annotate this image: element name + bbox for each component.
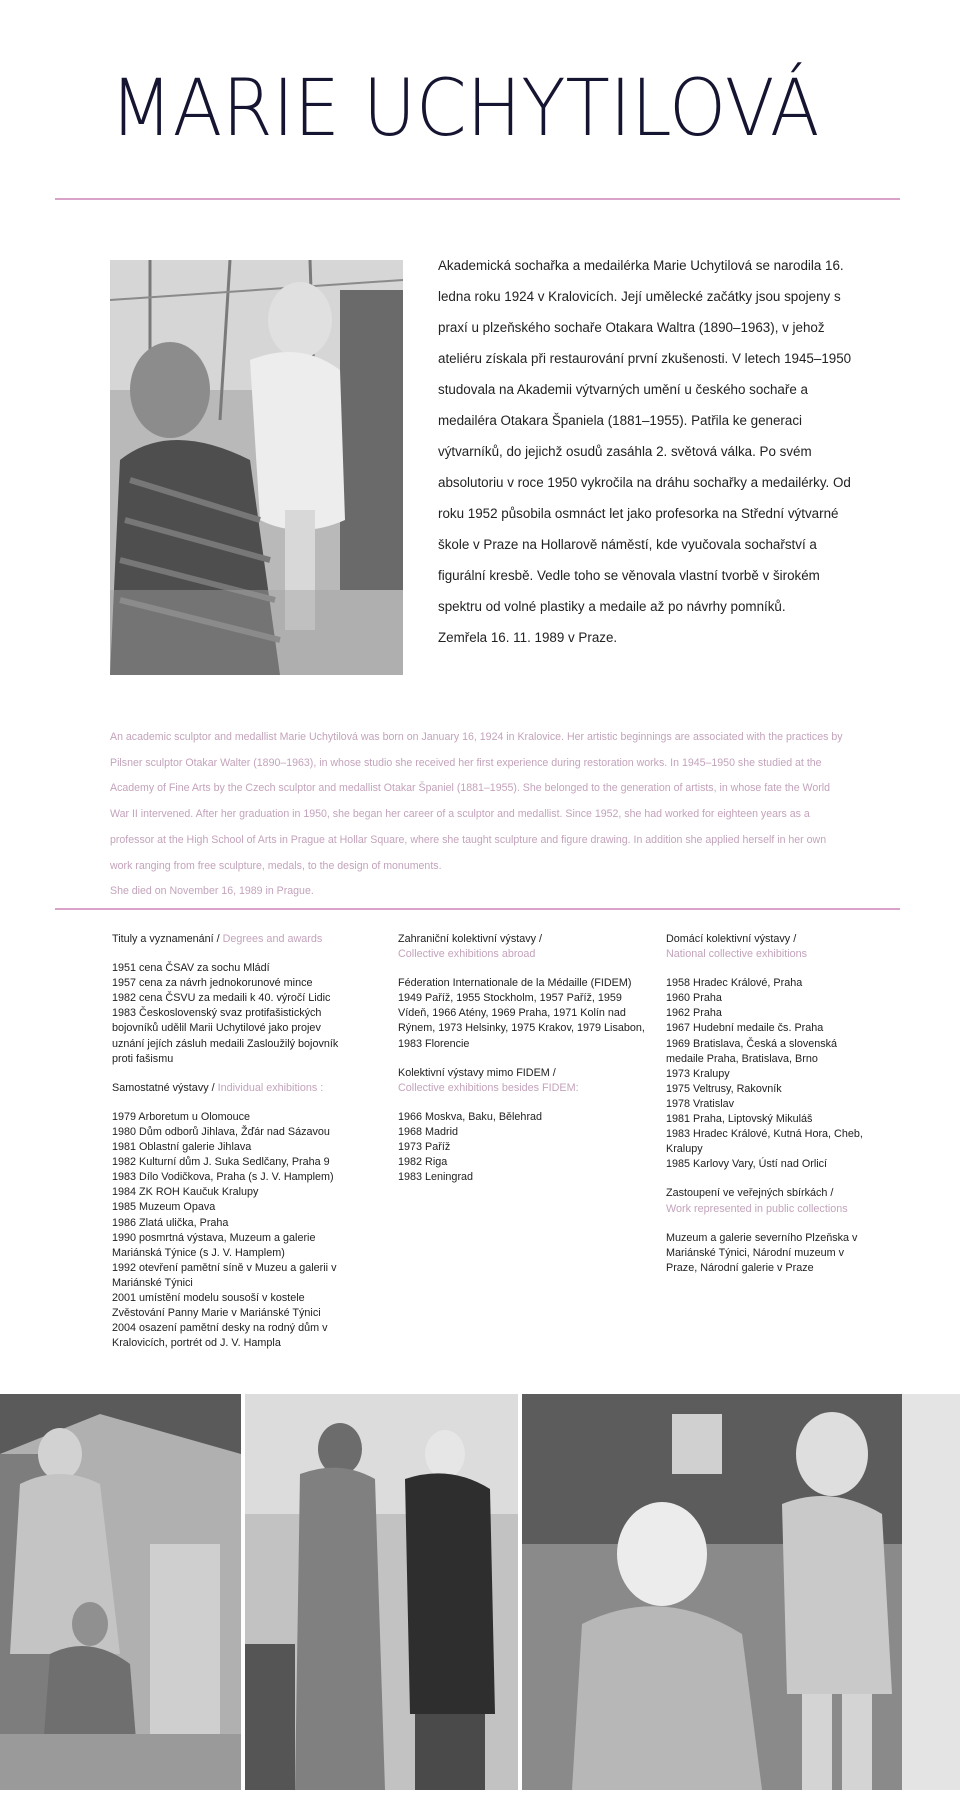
column-national-collections [666, 932, 866, 1290]
list-item: 1975 Veltrusy, Rakovník [666, 1082, 782, 1095]
middle-divider [55, 908, 900, 910]
list-item: 1966 Moskva, Baku, Bělehrad [398, 1110, 543, 1123]
collective-abroad-list [398, 976, 648, 1051]
list-item: 1968 Madrid [398, 1125, 459, 1138]
biography-czech-paragraph: Akademická sochařka a medailérka Marie Uchytilová se narodila 16. ledna roku 1924 v Kralovicích. Její umělecké začátky jsou spojeny s praxí u plzeňského sochaře Otakara Waltra (1890–1963), v jehož ateliéru získala při restaurování první zkušenosti. V letech 1945–1950 studovala na Akademii výtvarných umění u českého sochaře a medailéra Otakara Španiela (1881–1955). Patřila ke generaci výtvarníků, do jejichž osudů zasáhla 2. světová válka. Po svém absolutoriu v roce 1950 vykročila na dráhu sochařky a medailérky. Od roku 1952 působila osmnáct let jako profesorka na Střední výtvarné škole v Praze na Hollarově náměstí, kde vyučovala sochařství a figurální kresbě. Vedle toho se věnovala vlastní tvorbě v širokém spektru od volné plastiky a medaile až po návrhy pomníků. [438, 258, 852, 614]
list-item: 1983 Dílo Vodičkova, Praha (s J. V. Hamplem) [112, 1171, 334, 1184]
biography-english-death: She died on November 16, 1989 in Prague. [110, 885, 314, 898]
photo-strip [0, 1394, 960, 1790]
column-collective-abroad [398, 932, 648, 1199]
list-item: 1981 Oblastní galerie Jihlava [112, 1141, 252, 1154]
list-item: 1969 Bratislava, Česká a slovenská medaile Praha, Bratislava, Brno [666, 1037, 838, 1065]
list-item: 1985 Karlovy Vary, Ústí nad Orlicí [666, 1158, 828, 1171]
list-item: 1983 Československý svaz protifašistických bojovníků udělil Marii Uchytilové jako projev uznání jejích zásluh medaili Zasloužilý bojovník proti fašismu [112, 1007, 339, 1065]
list-item: 1949 Paříž, 1955 Stockholm, 1957 Paříž, 1959 Vídeň, 1966 Atény, 1969 Praha, 1971 Kolín nad Rýnem, 1973 Helsinky, 1975 Krakov, 1979 Lisabon, 1983 Florencie [398, 992, 645, 1050]
section-heading-national-exhibitions [666, 932, 866, 962]
list-item: 1958 Hradec Králové, Praha [666, 977, 803, 990]
list-item: 1979 Arboretum u Olomouce [112, 1110, 251, 1123]
biography-czech [438, 250, 858, 653]
heading-en: Degrees and awards [222, 933, 323, 945]
list-item: 1982 Kulturní dům J. Suka Sedlčany, Praha 9 [112, 1156, 330, 1169]
heading-cs: Tituly a vyznamenání / [112, 933, 223, 945]
section-heading-individual-exhibitions [112, 1081, 352, 1096]
biography-english [110, 725, 845, 905]
photo-artist-with-child-sculpture-graphic [522, 1394, 960, 1790]
list-item: 1957 cena za návrh jednokorunové mince [112, 977, 313, 990]
photo-artist-working [245, 1394, 518, 1790]
list-item: 1983 Hradec Králové, Kutná Hora, Cheb, Kralupy [666, 1128, 863, 1156]
biography-czech-death: Zemřela 16. 11. 1989 v Praze. [438, 630, 618, 645]
list-item: Muzeum a galerie severního Plzeňska v Mariánské Týnici, Národní muzeum v Praze, Národní galerie v Praze [666, 1231, 858, 1274]
page-title: MARIE UCHYTILOVÁ [110, 64, 820, 154]
heading-cs: Domácí kolektivní výstavy / [666, 933, 797, 945]
photo-sculpture-studio [0, 1394, 241, 1790]
list-item: 1960 Praha [666, 992, 722, 1005]
column-awards-individual [112, 932, 352, 1365]
list-item: 1980 Dům odborů Jihlava, Žďár nad Sázavou [112, 1125, 330, 1138]
portrait-photo [110, 260, 403, 675]
heading-en: National collective exhibitions [666, 948, 808, 961]
list-item: 2001 umístění modelu sousoší v kostele Zvěstování Panny Marie v Mariánské Týnici [112, 1291, 321, 1320]
heading-en: Individual exhibitions : [217, 1081, 324, 1094]
photo-sculpture-studio-graphic [0, 1394, 241, 1790]
awards-list [112, 961, 352, 1067]
list-item: 1973 Kralupy [666, 1067, 730, 1080]
list-item: 1983 Leningrad [398, 1171, 474, 1184]
list-item: 1962 Praha [666, 1007, 722, 1020]
list-item: 2004 osazení pamětní desky na rodný dům v Kralovicích, portrét od J. V. Hampla [112, 1322, 328, 1350]
list-item: 1967 Hudební medaile čs. Praha [666, 1022, 824, 1035]
photo-artist-working-graphic [245, 1394, 518, 1790]
section-heading-awards [112, 932, 352, 947]
list-item: 1978 Vratislav [666, 1097, 735, 1110]
heading-cs: Zastoupení ve veřejných sbírkách / [666, 1187, 834, 1200]
top-divider [55, 198, 900, 200]
list-item: 1992 otevření pamětní síně v Muzeu a galerii v Mariánské Týnici [112, 1261, 337, 1289]
list-item: 1951 cena ČSAV za sochu Mládí [112, 962, 270, 975]
section-heading-besides-fidem [398, 1066, 648, 1096]
list-item: 1986 Zlatá ulička, Praha [112, 1216, 229, 1229]
national-exhibitions-list [666, 976, 866, 1172]
portrait-photo-graphic [110, 260, 403, 675]
public-collections-list [666, 1231, 866, 1276]
list-item: 1985 Muzeum Opava [112, 1201, 216, 1214]
section-heading-public-collections [666, 1186, 866, 1216]
heading-cs: Kolektivní výstavy mimo FIDEM / [398, 1066, 556, 1079]
heading-cs: Samostatné výstavy / [112, 1081, 218, 1094]
individual-exhibitions-list [112, 1110, 352, 1352]
biography-english-paragraph: An academic sculptor and medallist Marie Uchytilová was born on January 16, 1924 in Kralovice. Her artistic beginnings are associated with the practices by Pilsner sculptor Otakar Walter (1890–1963), in whose studio she received her first experience during restoration works. In 1945–1950 she studied at the Academy of Fine Arts by the Czech sculptor and medallist Otakar Španiel (1881–1955). She belonged to the generation of artists, in whose fate the World War II intervened. After her graduation in 1950, she began her career of a sculptor and medallist. Since 1952, she had worked for eighteen years as a professor at the High School of Arts in Prague at Hollar Square, where she taught sculpture and figure drawing. In addition she applied herself in her own work ranging from free sculpture, medals, to the design of monuments. [110, 731, 843, 872]
list-item: 1990 posmrtná výstava, Muzeum a galerie Mariánská Týnice (s J. V. Hamplem) [112, 1231, 316, 1259]
list-item: 1984 ZK ROH Kaučuk Kralupy [112, 1186, 259, 1199]
heading-en: Collective exhibitions abroad [398, 948, 536, 961]
list-item: 1981 Praha, Liptovský Mikuláš [666, 1113, 813, 1126]
section-heading-collective-abroad [398, 932, 648, 962]
list-item: 1973 Paříž [398, 1141, 451, 1154]
list-item: Féderation Internationale de la Médaille (FIDEM) [398, 977, 632, 990]
heading-en: Collective exhibitions besides FIDEM: [398, 1081, 579, 1094]
list-item: 1982 Riga [398, 1156, 448, 1169]
heading-cs: Zahraniční kolektivní výstavy / [398, 933, 543, 945]
besides-fidem-list [398, 1110, 648, 1185]
list-item: 1982 cena ČSVU za medaili k 40. výročí Lidic [112, 992, 331, 1005]
heading-en: Work represented in public collections [666, 1202, 848, 1215]
photo-artist-with-child-sculpture [522, 1394, 960, 1790]
